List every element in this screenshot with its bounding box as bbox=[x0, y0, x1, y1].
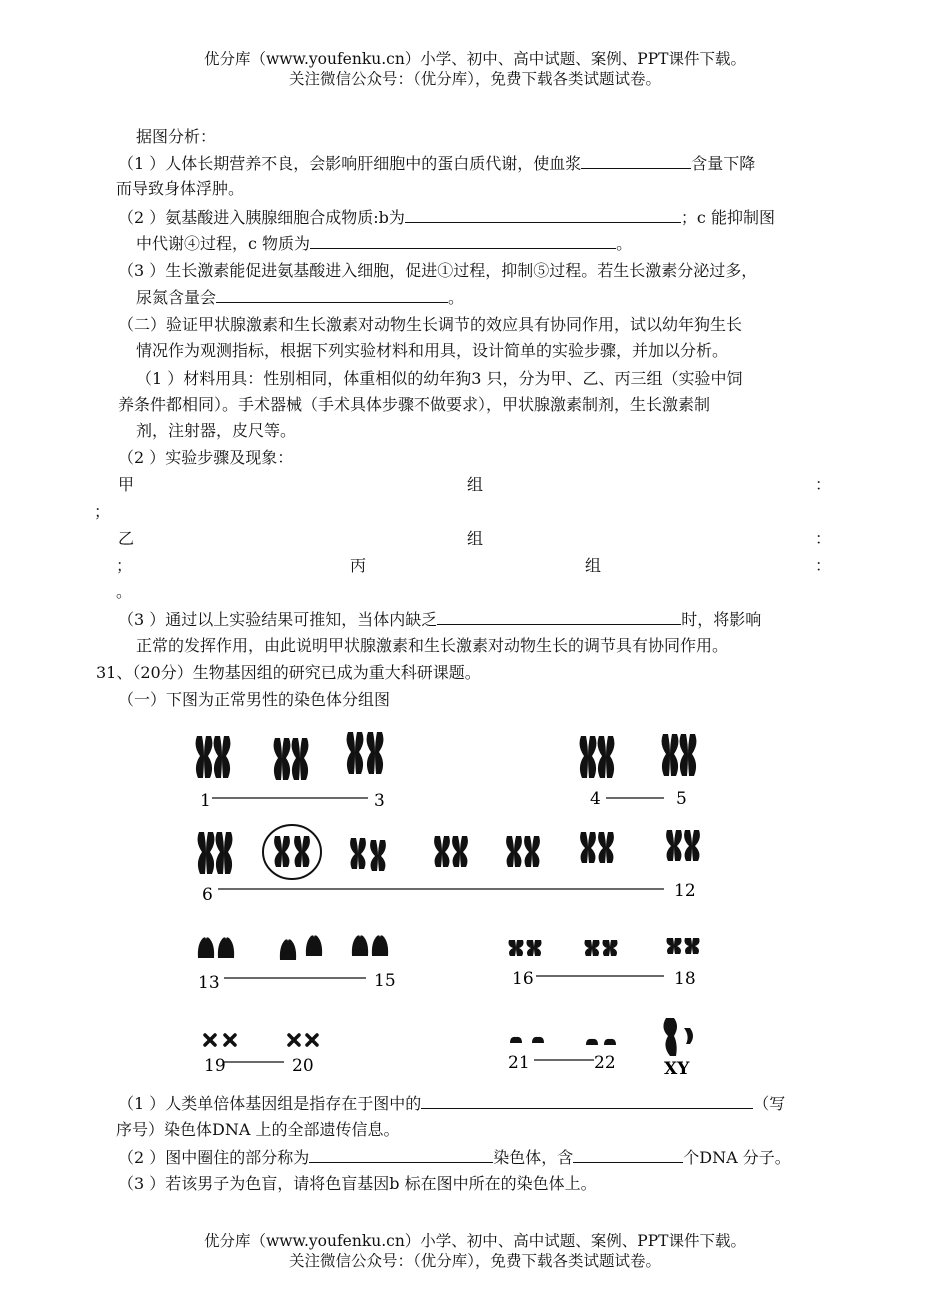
conclusion-text-a: （3 ）通过以上实验结果可推知，当体内缺乏 bbox=[118, 610, 438, 629]
label-15: 15 bbox=[374, 971, 396, 991]
label-xy: XY bbox=[664, 1059, 690, 1079]
fig-q2-text-b: 染色体，含 bbox=[493, 1148, 574, 1167]
period-mark: 。 bbox=[116, 582, 133, 601]
semicolon-mark: ； bbox=[116, 556, 133, 575]
chromosome-group-1-3 bbox=[196, 732, 384, 780]
group-label: 组 bbox=[585, 556, 602, 575]
q2-text-a: （2 ）氨基酸进入胰腺细胞合成物质:b为 bbox=[118, 208, 405, 227]
answer-blank[interactable] bbox=[421, 1091, 753, 1109]
label-21: 21 bbox=[508, 1053, 530, 1073]
circled-chromosome[interactable] bbox=[263, 825, 321, 879]
fig-q2-text-a: （2 ）图中圈住的部分称为 bbox=[118, 1148, 310, 1167]
section2-line-2: 情况作为观测指标，根据下列实验材料和用具，设计简单的实验步骤，并加以分析。 bbox=[136, 341, 729, 360]
label-5: 5 bbox=[676, 789, 687, 809]
fig-q1-line-1 bbox=[118, 1091, 785, 1116]
sex-chromosomes[interactable] bbox=[663, 1018, 693, 1056]
label-3: 3 bbox=[374, 791, 385, 811]
group-yi-label: 乙 bbox=[118, 529, 135, 548]
q3-line-2 bbox=[136, 285, 464, 310]
header-line-2: 关注微信公众号：（优分库），免费下载各类试题试卷。 bbox=[288, 70, 661, 88]
q3-text-c: 。 bbox=[448, 288, 465, 307]
footer-line-2: 关注微信公众号：（优分库），免费下载各类试题试卷。 bbox=[288, 1252, 661, 1270]
answer-blank[interactable] bbox=[573, 1145, 683, 1163]
chromosome-group-19-20 bbox=[205, 1035, 317, 1045]
answer-blank[interactable] bbox=[581, 151, 691, 169]
label-16: 16 bbox=[512, 969, 534, 989]
label-6: 6 bbox=[202, 885, 213, 905]
fig-q1-text-b: （写 bbox=[753, 1094, 786, 1113]
label-22: 22 bbox=[594, 1053, 616, 1073]
chromosome-group-4-5 bbox=[580, 734, 697, 778]
analysis-label: 据图分析： bbox=[136, 127, 217, 146]
answer-blank[interactable] bbox=[309, 1145, 493, 1163]
answer-blank[interactable] bbox=[310, 231, 616, 249]
q2-text-c: 中代谢④过程，c 物质为 bbox=[136, 234, 311, 253]
chromosome-group-16-18 bbox=[509, 938, 700, 956]
materials-line-2: 养条件都相同）。手术器械（手术具体步骤不做要求），甲状腺激素制剂，生长激素制 bbox=[118, 395, 711, 414]
footer-line-1: 优分库（www.youfenku.cn）小学、初中、高中试题、案例、PPT课件下载。 bbox=[203, 1232, 747, 1250]
label-18: 18 bbox=[674, 969, 696, 989]
fig-q3-line: （3 ）若该男子为色盲，请将色盲基因b 标在图中所在的染色体上。 bbox=[118, 1174, 597, 1193]
label-20: 20 bbox=[292, 1056, 314, 1076]
label-19: 19 bbox=[204, 1056, 226, 1076]
q1-line-2: 而导致身体浮肿。 bbox=[116, 179, 245, 198]
q2-line-1 bbox=[118, 205, 775, 230]
group-jia-label: 甲 bbox=[118, 475, 135, 494]
karyotype-figure bbox=[190, 722, 720, 1082]
answer-blank[interactable] bbox=[437, 607, 681, 625]
header-line-1: 优分库（www.youfenku.cn）小学、初中、高中试题、案例、PPT课件下载。 bbox=[203, 50, 747, 68]
q2-text-b: ；c 能抑制图 bbox=[680, 208, 775, 227]
label-4: 4 bbox=[590, 789, 601, 809]
q2-line-2 bbox=[136, 231, 632, 256]
conclusion-text-b: 时，将影响 bbox=[681, 610, 762, 629]
label-13: 13 bbox=[198, 973, 220, 993]
fig-q2-text-c: 个DNA 分子。 bbox=[683, 1148, 791, 1167]
answer-blank[interactable] bbox=[405, 205, 681, 223]
answer-blank[interactable] bbox=[216, 285, 448, 303]
q2-text-d: 。 bbox=[616, 234, 633, 253]
steps-heading: （2 ）实验步骤及现象： bbox=[118, 448, 294, 467]
section2-line-1: （二）验证甲状腺激素和生长激素对动物生长调节的效应具有协同作用，试以幼年狗生长 bbox=[118, 315, 743, 334]
chromosome-group-13-15 bbox=[198, 935, 388, 960]
fig-q1-text-a: （1 ）人类单倍体基因组是指存在于图中的 bbox=[118, 1094, 422, 1113]
materials-line-3: 剂，注射器，皮尺等。 bbox=[136, 421, 297, 440]
q3-line-1: （3 ）生长激素能促进氨基酸进入细胞，促进①过程，抑制⑤过程。若生长激素分泌过多， bbox=[118, 261, 758, 280]
q1-text-a: （1 ）人体长期营养不良，会影响肝细胞中的蛋白质代谢，使血浆 bbox=[118, 154, 582, 173]
chromosome-group-21-22 bbox=[510, 1037, 616, 1045]
chromosome-group-6-12 bbox=[198, 830, 700, 874]
q1-line-1 bbox=[118, 151, 755, 176]
label-1: 1 bbox=[200, 791, 211, 811]
materials-line-1: （1 ）材料用具：性别相同，体重相似的幼年狗3 只，分为甲、乙、丙三组（实验中饲 bbox=[136, 369, 743, 388]
group-bing-label: 丙 bbox=[350, 556, 367, 575]
semicolon-mark: ； bbox=[94, 502, 111, 521]
colon-mark: ： bbox=[815, 529, 832, 548]
fig-q1-line-2: 序号）染色体DNA 上的全部遗传信息。 bbox=[116, 1120, 400, 1139]
group-label: 组 bbox=[467, 475, 484, 494]
fig-q2-line bbox=[118, 1145, 791, 1170]
conclusion-line-2: 正常的发挥作用，由此说明甲状腺激素和生长激素对动物生长的调节具有协同作用。 bbox=[136, 636, 729, 655]
label-12: 12 bbox=[674, 881, 696, 901]
colon-mark: ： bbox=[815, 556, 832, 575]
group-label: 组 bbox=[467, 529, 484, 548]
q1-text-b: 含量下降 bbox=[691, 154, 756, 173]
question-31-part-1: （一）下图为正常男性的染色体分组图 bbox=[118, 690, 391, 709]
conclusion-line-1 bbox=[118, 607, 761, 632]
colon-mark: ： bbox=[815, 475, 832, 494]
question-31-title: 31、（20分）生物基因组的研究已成为重大科研课题。 bbox=[96, 663, 481, 682]
q3-text-b: 尿氮含量会 bbox=[136, 288, 217, 307]
